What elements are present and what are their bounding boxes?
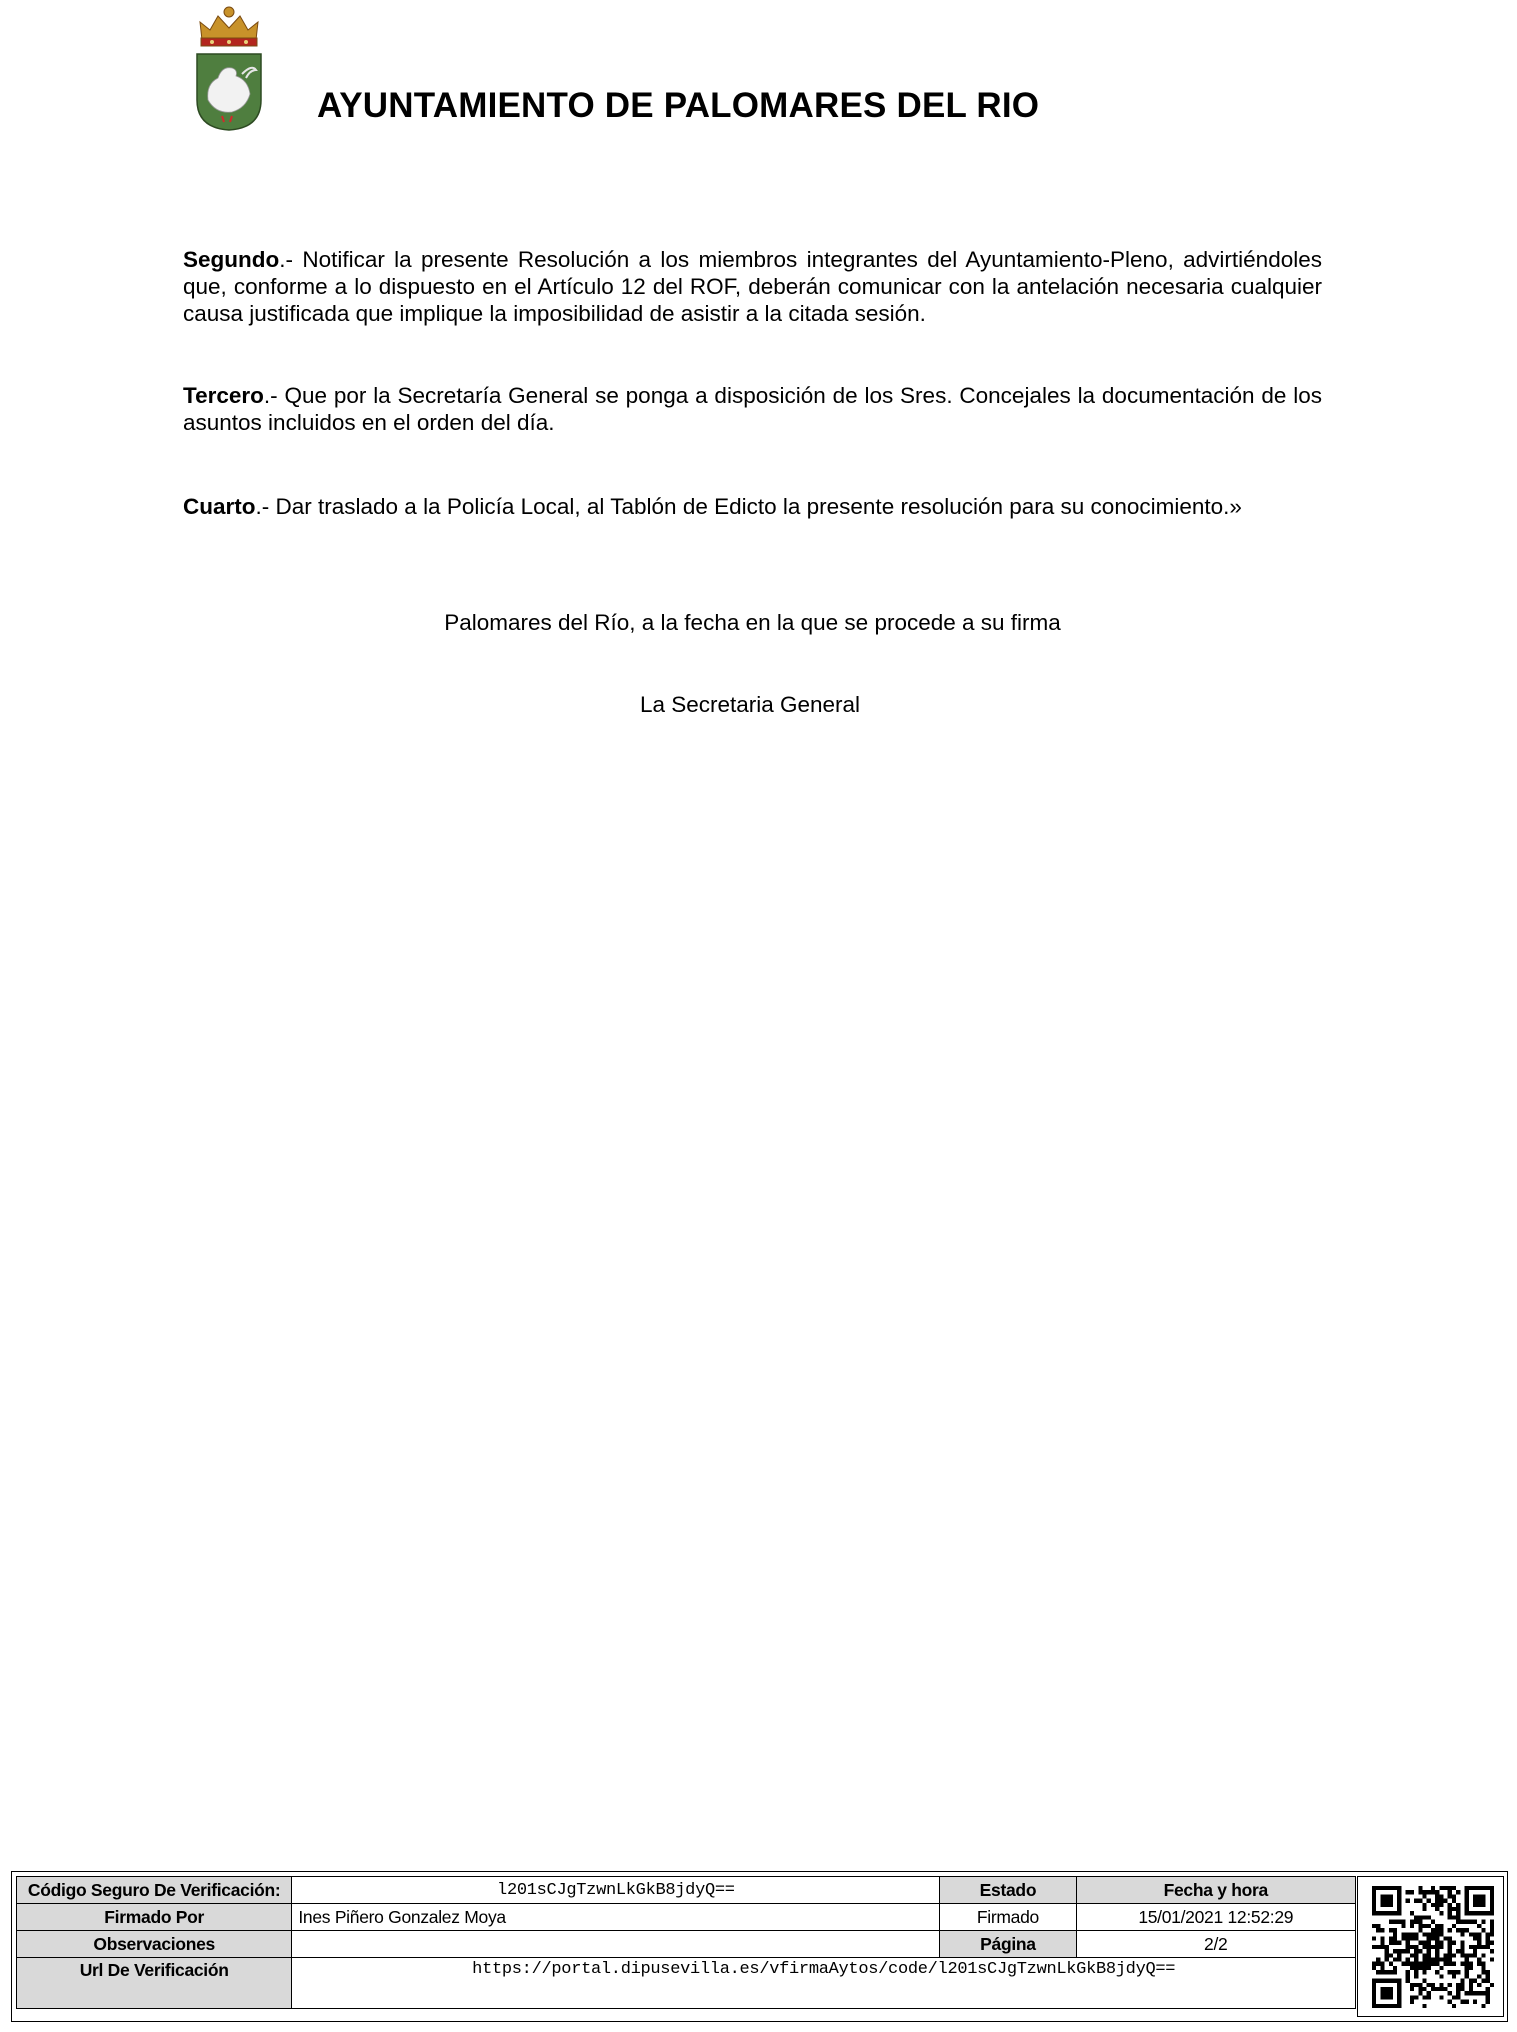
paragraph-lead: Segundo bbox=[183, 247, 280, 272]
resolution-paragraph-segundo bbox=[183, 246, 1322, 327]
resolution-paragraph-tercero bbox=[183, 382, 1322, 436]
paragraph-lead: Cuarto bbox=[183, 494, 256, 519]
paragraph-lead: Tercero bbox=[183, 383, 264, 408]
url-label: Url De Verificación bbox=[17, 1958, 292, 2009]
verification-code: l201sCJgTzwnLkGkB8jdyQ== bbox=[292, 1877, 940, 1904]
code-label: Código Seguro De Verificación: bbox=[17, 1877, 292, 1904]
paragraph-text: .- Que por la Secretaría General se ponga a disposición de los Sres. Concejales la documentación de los asuntos incluidos en el orden del día. bbox=[183, 383, 1322, 435]
datetime-value: 15/01/2021 12:52:29 bbox=[1076, 1904, 1355, 1931]
paragraph-text: .- Notificar la presente Resolución a los miembros integrantes del Ayuntamiento-Pleno, advirtiéndoles que, conforme a lo dispuesto en el Artículo 12 del ROF, deberán comunicar con la antelación necesaria cualquier causa justificada que implique la imposibilidad de asistir a la citada sesión. bbox=[183, 247, 1322, 326]
status-header: Estado bbox=[940, 1877, 1076, 1904]
qr-code-icon bbox=[1372, 1886, 1494, 2008]
verification-table bbox=[16, 1876, 1356, 2009]
place-and-date: Palomares del Río, a la fecha en la que se procede a su firma bbox=[444, 610, 1061, 635]
resolution-paragraph-cuarto bbox=[183, 493, 1322, 520]
organization-title: AYUNTAMIENTO DE PALOMARES DEL RIO bbox=[317, 86, 1040, 125]
observations-value bbox=[292, 1931, 940, 1958]
observations-label: Observaciones bbox=[17, 1931, 292, 1958]
table-row bbox=[17, 1958, 1356, 2009]
signed-by-label: Firmado Por bbox=[17, 1904, 292, 1931]
table-row bbox=[17, 1904, 1356, 1931]
status-value: Firmado bbox=[940, 1904, 1076, 1931]
page-value: 2/2 bbox=[1076, 1931, 1355, 1958]
datetime-header: Fecha y hora bbox=[1076, 1877, 1355, 1904]
coat-of-arms-icon bbox=[192, 4, 266, 132]
table-row bbox=[17, 1931, 1356, 1958]
signed-by-value: Ines Piñero Gonzalez Moya bbox=[292, 1904, 940, 1931]
paragraph-text: .- Dar traslado a la Policía Local, al Tablón de Edicto la presente resolución para su conocimiento.» bbox=[255, 494, 1242, 519]
page-label: Página bbox=[940, 1931, 1076, 1958]
verification-url[interactable]: https://portal.dipusevilla.es/vfirmaAytos/code/l201sCJgTzwnLkGkB8jdyQ== bbox=[292, 1958, 1356, 2009]
signer-role: La Secretaria General bbox=[639, 692, 861, 717]
table-row bbox=[17, 1877, 1356, 1904]
